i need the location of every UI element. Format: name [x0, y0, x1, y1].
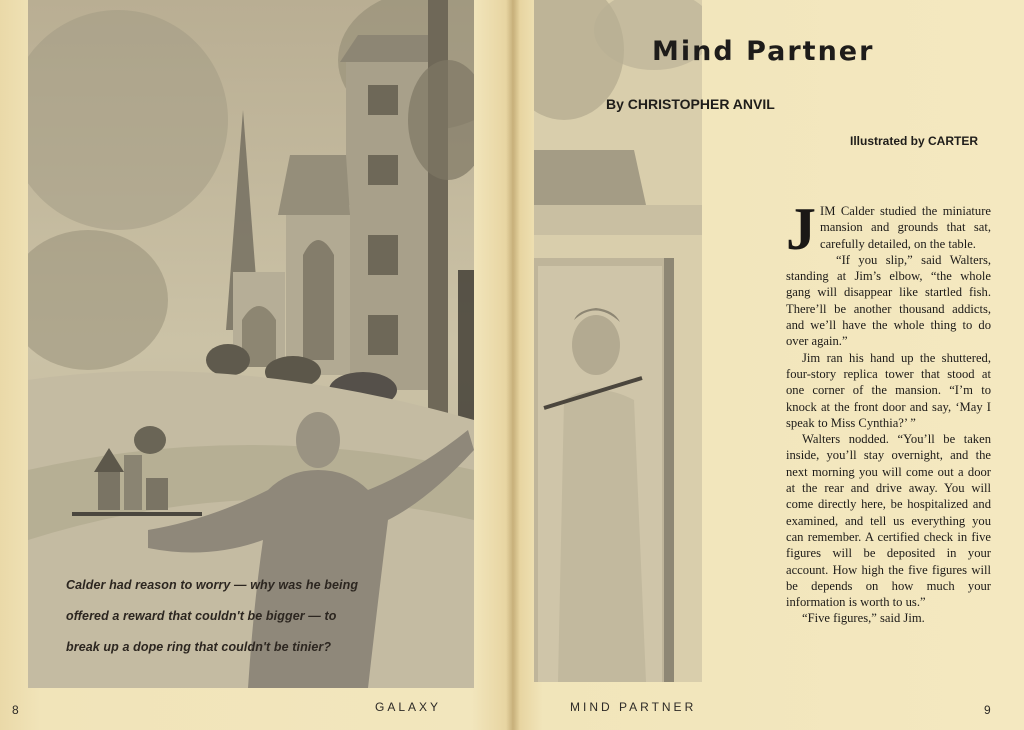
- running-head-right: MIND PARTNER: [570, 700, 697, 714]
- illustrator-credit: Illustrated by CARTER: [850, 134, 979, 148]
- story-paragraph: “Five figures,” said Jim.: [802, 611, 925, 626]
- caption-line: break up a dope ring that couldn't be tinier?: [66, 640, 332, 654]
- story-paragraph: Walters nodded. “You’ll be taken inside, you’ll stay overnight, and the next morning you will come out a door at the rear and drive away. You will come directly here, be hospitalized and examined, and tell us everything you can remember. A certified check in five figures will be deposited in your account. How high the five figures will be depends on how much your information is worth to us.”: [786, 432, 991, 610]
- paragraph-text: IM Calder studied the miniature mansion and grounds that sat, carefully detailed, on the table.: [820, 204, 991, 251]
- story-paragraph: [786, 196, 991, 262]
- caption-line: Calder had reason to worry — why was he being: [66, 578, 359, 592]
- byline: By CHRISTOPHER ANVIL: [606, 96, 775, 112]
- story-text: [786, 196, 991, 627]
- binding-gutter: [506, 0, 520, 730]
- drop-cap: J: [786, 196, 816, 262]
- story-paragraph: Jim ran his hand up the shuttered, four-story replica tower that stood at one corner of the mansion. “I’m to knock at the front door and say, ‘May I speak to Miss Cynthia?’ ”: [786, 350, 991, 430]
- running-head-left: GALAXY: [375, 700, 442, 714]
- illustration-caption: [66, 570, 396, 663]
- page-number-right: 9: [984, 703, 991, 717]
- caption-line: offered a reward that couldn't be bigger — to: [66, 609, 337, 623]
- story-paragraph: “If you slip,” said Walters, standing at Jim’s elbow, “the whole gang will disappear like startled fish. There’ll be another thousand addicts, and we’ll have the whole thing to do over again.”: [786, 252, 991, 349]
- right-page: [512, 0, 1024, 730]
- page-number-left: 8: [12, 703, 19, 717]
- story-title: Mind Partner: [652, 36, 875, 67]
